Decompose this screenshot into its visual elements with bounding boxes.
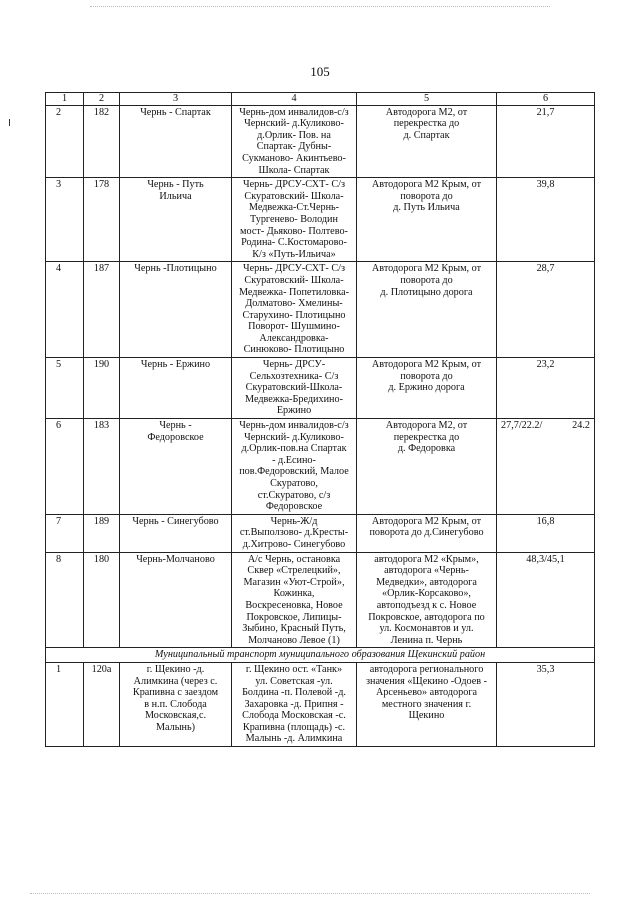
cell-line: д. Путь Ильича bbox=[393, 202, 460, 214]
route-path-cell bbox=[232, 262, 357, 358]
table-body bbox=[46, 93, 595, 747]
route-name-cell bbox=[120, 419, 232, 515]
road-cell bbox=[357, 419, 497, 515]
cell-line: Московская,с. bbox=[144, 710, 207, 722]
route-name-cell bbox=[120, 178, 232, 262]
route-number-cell: 178 bbox=[84, 178, 120, 262]
cell-line: поворота до д.Синегубово bbox=[369, 527, 484, 539]
cell-line: Захаровка -д. Припня - bbox=[244, 698, 344, 710]
length-cell bbox=[497, 419, 595, 515]
cell-line: автоподъезд к с. Новое bbox=[376, 599, 477, 611]
cell-line: автодорога М2 «Крым», bbox=[374, 553, 479, 565]
road-cell bbox=[357, 514, 497, 552]
row-number-cell: 1 bbox=[46, 662, 84, 746]
cell-line: Арсеньево» автодорога bbox=[375, 687, 478, 699]
cell-line: мост- Дьяково- Полтево- bbox=[240, 225, 348, 237]
cell-line: Зыбино, Красный Путь, bbox=[242, 623, 346, 635]
cell-line: Болдина -п. Полевой -д. bbox=[242, 687, 346, 699]
road-cell bbox=[357, 262, 497, 358]
cell-line: - д.Есино- bbox=[272, 454, 316, 466]
cell-line: Чернь- ДРСУ-СХТ- С/з bbox=[243, 263, 345, 275]
cell-line: Слобода Московская -с. bbox=[242, 710, 346, 722]
route-number-cell: 120а bbox=[84, 662, 120, 746]
cell-line: автодорога регионального bbox=[369, 663, 484, 675]
cell-line: Тургенево- Володин bbox=[250, 213, 338, 225]
length-cell: 48,3/45,1 bbox=[497, 552, 595, 648]
scan-artifact-bottom bbox=[30, 893, 590, 896]
length-cell: 16,8 bbox=[497, 514, 595, 552]
cell-line: ул. Советская -ул. bbox=[255, 675, 333, 687]
cell-line: Чернский- д.Куликово- bbox=[244, 431, 344, 443]
route-number-cell: 183 bbox=[84, 419, 120, 515]
route-path-cell bbox=[232, 178, 357, 262]
cell-line: Чернь-Ж/д bbox=[270, 515, 318, 527]
table-row bbox=[46, 419, 595, 515]
cell-line: Школа- Спартак bbox=[258, 164, 330, 176]
cell-line: А/с Чернь, остановка bbox=[247, 553, 341, 565]
cell-line: Федоровское bbox=[147, 431, 204, 443]
cell-line: Чернь - Ержино bbox=[140, 359, 211, 371]
cell-line: Алимкина (через с. bbox=[133, 675, 218, 687]
table-row bbox=[46, 262, 595, 358]
route-number-cell: 180 bbox=[84, 552, 120, 648]
route-path-cell bbox=[232, 514, 357, 552]
cell-line: д.Орлик- Пов. на bbox=[257, 129, 331, 141]
cell-line: Крапивна с заездом bbox=[132, 687, 219, 699]
cell-line: Автодорога М2 Крым, от bbox=[371, 359, 482, 371]
route-path-cell bbox=[232, 419, 357, 515]
length-values: 27,7/22.2/ bbox=[501, 420, 543, 432]
header-cell: 5 bbox=[357, 93, 497, 106]
cell-line: поворота до bbox=[400, 370, 453, 382]
cell-line: д. Спартак bbox=[403, 129, 450, 141]
cell-line: д.Хитрово- Синегубово bbox=[242, 538, 346, 550]
cell-line: Скуратовский- Школа- bbox=[244, 190, 344, 202]
row-number-cell: 5 bbox=[46, 358, 84, 419]
cell-line: «Орлик-Корсаково», bbox=[382, 588, 471, 600]
route-path-cell bbox=[232, 552, 357, 648]
table-row bbox=[46, 662, 595, 746]
table-row bbox=[46, 514, 595, 552]
cell-line: пов.Федоровский, Малое bbox=[239, 466, 349, 478]
cell-line: Чернь - bbox=[159, 420, 192, 432]
route-number-cell: 190 bbox=[84, 358, 120, 419]
cell-line: Малынь) bbox=[155, 721, 196, 733]
cell-line: Щекино bbox=[408, 710, 445, 722]
cell-line: Скуратовский- Школа- bbox=[244, 274, 344, 286]
row-number-cell: 2 bbox=[46, 105, 84, 178]
route-name-cell bbox=[120, 358, 232, 419]
row-number-cell: 6 bbox=[46, 419, 84, 515]
route-number-cell: 189 bbox=[84, 514, 120, 552]
cell-line: перекрестка до bbox=[393, 118, 460, 130]
cell-line: Чернь- ДРСУ-СХТ- С/з bbox=[243, 179, 345, 191]
cell-line: Автодорога М2 Крым, от bbox=[371, 515, 482, 527]
cell-line: Медведки», автодорога bbox=[376, 576, 477, 588]
route-name-cell bbox=[120, 262, 232, 358]
row-number-cell: 4 bbox=[46, 262, 84, 358]
cell-line: Долматово- Хмелины- bbox=[245, 298, 343, 310]
cell-line: д. Федоровка bbox=[397, 443, 456, 455]
cell-line: д.Орлик-пов.на Спартак bbox=[241, 443, 347, 455]
header-cell: 2 bbox=[84, 93, 120, 106]
route-path-cell bbox=[232, 358, 357, 419]
row-number-cell: 3 bbox=[46, 178, 84, 262]
page-number: 105 bbox=[310, 64, 330, 79]
cell-line: Автодорога М2 Крым, от bbox=[371, 179, 482, 191]
margin-mark bbox=[9, 119, 10, 126]
cell-line: поворота до bbox=[400, 274, 453, 286]
route-path-cell bbox=[232, 105, 357, 178]
header-cell: 4 bbox=[232, 93, 357, 106]
cell-line: Медвежка- Попетиловка- bbox=[238, 286, 350, 298]
cell-line: Сукманово- Акинтьево- bbox=[242, 152, 346, 164]
road-cell bbox=[357, 358, 497, 419]
cell-line: Чернь-дом инвалидов-с/з bbox=[239, 420, 349, 432]
cell-line: Скуратовский-Школа- bbox=[245, 382, 343, 394]
header-cell: 6 bbox=[497, 93, 595, 106]
route-name-cell bbox=[120, 105, 232, 178]
cell-line: Поворот- Шушмино- bbox=[248, 321, 340, 333]
row-number-cell: 8 bbox=[46, 552, 84, 648]
cell-line: Скуратово, bbox=[270, 478, 318, 489]
cell-line: К/з «Путь-Ильича» bbox=[252, 248, 336, 260]
length-cell: 23,2 bbox=[497, 358, 595, 419]
route-name-cell bbox=[120, 552, 232, 648]
route-number-cell: 187 bbox=[84, 262, 120, 358]
cell-line: ул. Космонавтов и ул. bbox=[379, 623, 474, 635]
cell-line: Автодорога М2, от bbox=[385, 420, 468, 432]
cell-line: Чернь - Синегубово bbox=[132, 515, 219, 527]
length-extra: 24.2 bbox=[572, 420, 590, 432]
route-name-cell bbox=[120, 514, 232, 552]
table-row bbox=[46, 105, 595, 178]
cell-line: ст.Выползово- д.Кресты- bbox=[239, 527, 349, 539]
route-path-cell bbox=[232, 662, 357, 746]
cell-line: Автодорога М2 Крым, от bbox=[371, 263, 482, 275]
row-number-cell: 7 bbox=[46, 514, 84, 552]
section-title: Муниципальный транспорт муниципального образования Щекинский район bbox=[46, 648, 595, 663]
cell-line: Старухино- Плотицыно bbox=[242, 309, 346, 321]
cell-line: перекрестка до bbox=[393, 431, 460, 443]
cell-line: Магазин «Уют-Строй», bbox=[243, 576, 345, 588]
cell-line: г. Щекино -д. bbox=[146, 663, 205, 675]
length-cell: 28,7 bbox=[497, 262, 595, 358]
scan-artifact-top bbox=[90, 6, 550, 9]
table-row bbox=[46, 552, 595, 648]
cell-line: д. Ержино дорога bbox=[388, 382, 465, 394]
cell-line: Чернь - Путь bbox=[147, 179, 204, 191]
cell-line: Сквер «Стрелецкий», bbox=[247, 565, 341, 577]
cell-line: Воскресеновка, Новое bbox=[245, 599, 343, 611]
routes-table bbox=[45, 92, 595, 747]
table-row bbox=[46, 358, 595, 419]
cell-line: Покровское, Липицы- bbox=[246, 611, 342, 623]
table-row bbox=[46, 178, 595, 262]
length-cell: 39,8 bbox=[497, 178, 595, 262]
cell-line: Покровское, автодорога по bbox=[368, 611, 485, 623]
route-name-cell bbox=[120, 662, 232, 746]
cell-line: Чернский- д.Куликово- bbox=[244, 118, 344, 130]
cell-line: в н.п. Слобода bbox=[144, 698, 207, 710]
cell-line: Кожинка, bbox=[273, 588, 315, 600]
cell-line: Родина- С.Костомарово- bbox=[241, 237, 347, 249]
cell-line: Чернь -Плотицыно bbox=[134, 263, 217, 275]
cell-line: Автодорога М2, от bbox=[385, 106, 468, 118]
cell-line: Медвежка-Ст.Чернь- bbox=[248, 202, 340, 214]
cell-line: Молчаново Левое (1) bbox=[248, 634, 340, 646]
cell-line: Александровка- bbox=[259, 332, 329, 344]
cell-line: Синюково- Плотицыно bbox=[243, 344, 345, 356]
cell-line: Ержино bbox=[276, 405, 312, 417]
cell-line: г. Щекино ост. «Танк» bbox=[245, 663, 343, 675]
cell-line: Чернь - Спартак bbox=[140, 106, 211, 118]
cell-line: Сельхозтехника- С/з bbox=[249, 370, 339, 382]
cell-line: Чернь- ДРСУ- bbox=[262, 359, 326, 371]
length-cell: 21,7 bbox=[497, 105, 595, 178]
cell-line: Федоровское bbox=[265, 501, 323, 513]
cell-line: д. Плотицыно дорога bbox=[380, 286, 473, 298]
header-row bbox=[46, 93, 595, 106]
cell-line: поворота до bbox=[400, 190, 453, 202]
cell-line: ст.Скуратово, с/з bbox=[257, 489, 331, 501]
cell-line: Ленина п. Чернь bbox=[390, 634, 463, 646]
length-cell: 35,3 bbox=[497, 662, 595, 746]
road-cell bbox=[357, 178, 497, 262]
road-cell bbox=[357, 662, 497, 746]
section-row bbox=[46, 648, 595, 663]
header-cell: 3 bbox=[120, 93, 232, 106]
length-split bbox=[499, 420, 592, 432]
cell-line: Спартак- Дубны- bbox=[256, 141, 332, 153]
cell-line: Чернь-дом инвалидов-с/з bbox=[239, 106, 349, 118]
road-cell bbox=[357, 552, 497, 648]
route-number-cell: 182 bbox=[84, 105, 120, 178]
cell-line: Чернь-Молчаново bbox=[136, 553, 215, 565]
cell-line: Медвежка-Бредихино- bbox=[245, 393, 343, 405]
cell-line: Малынь -д. Алимкина bbox=[245, 733, 343, 745]
cell-line: автодорога «Чернь- bbox=[384, 565, 469, 577]
cell-line: значения «Щекино -Одоев - bbox=[365, 675, 488, 687]
cell-line: местного значения г. bbox=[381, 698, 472, 710]
cell-line: Ильича bbox=[159, 190, 192, 202]
header-cell: 1 bbox=[46, 93, 84, 106]
cell-line: Крапивна (площадь) -с. bbox=[242, 721, 346, 733]
road-cell bbox=[357, 105, 497, 178]
